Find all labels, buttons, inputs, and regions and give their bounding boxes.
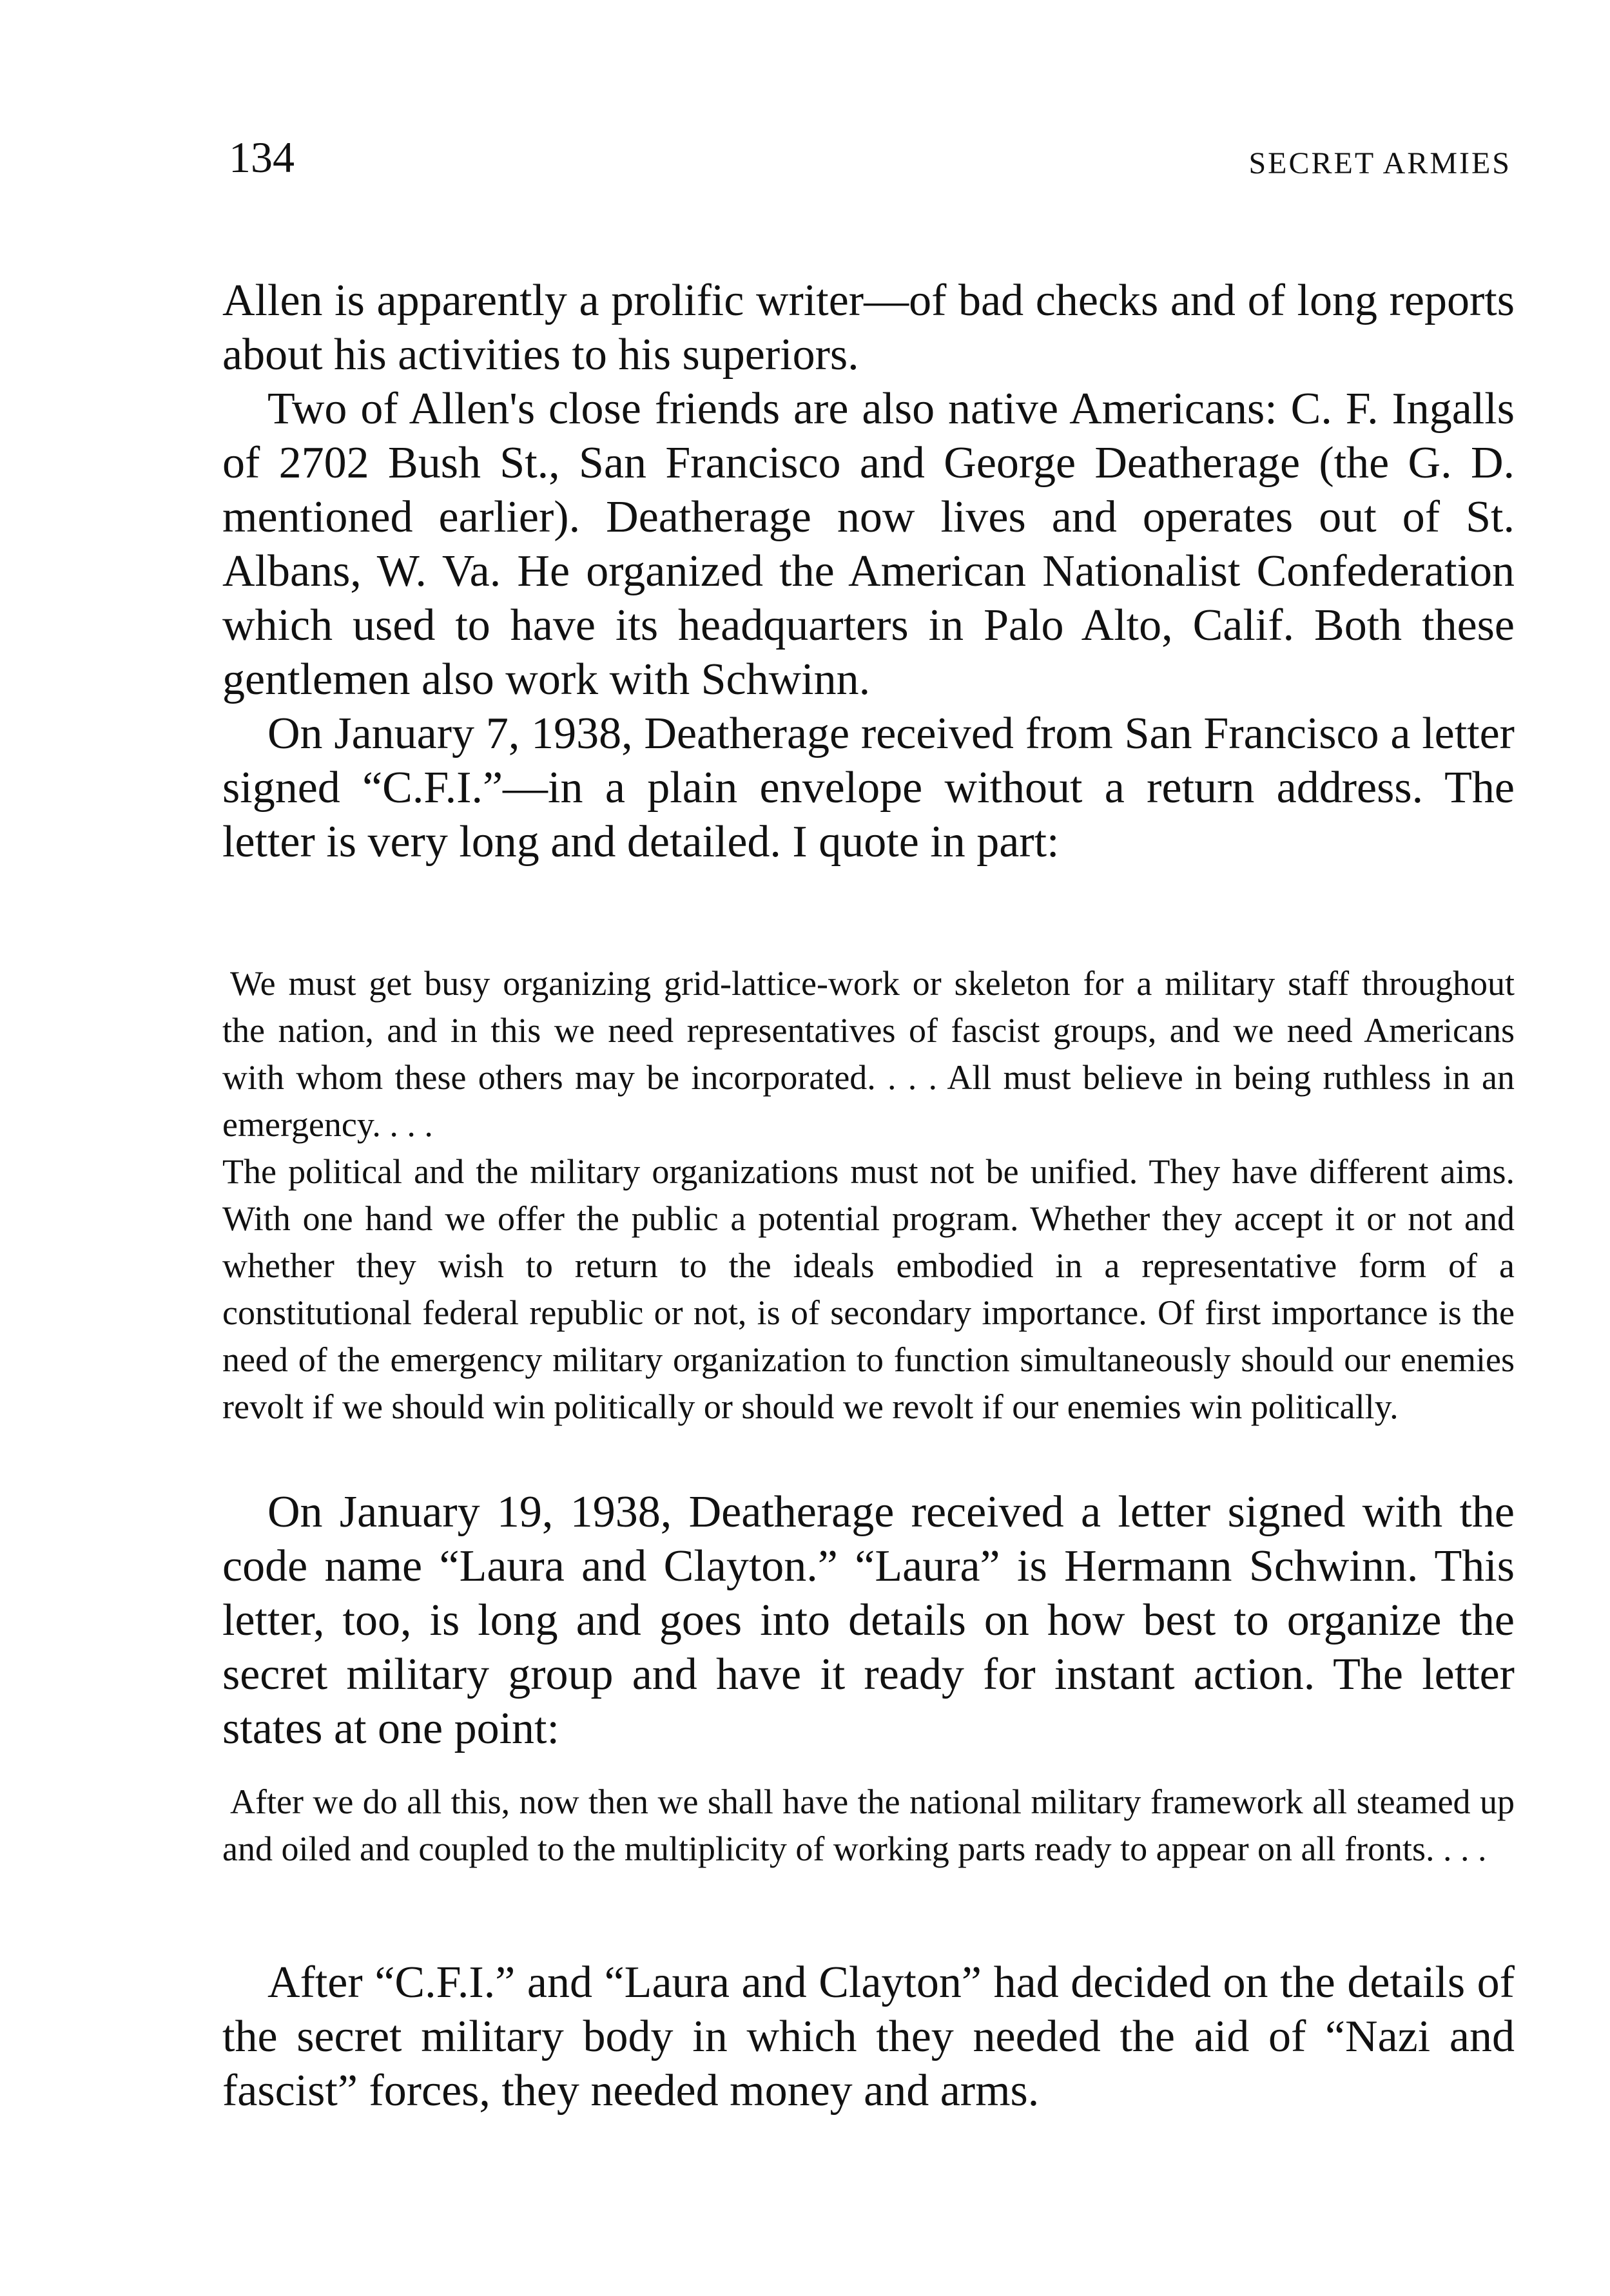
page-header — [229, 135, 1511, 206]
page-number: 134 — [229, 133, 295, 182]
body-section-1 — [222, 274, 1515, 869]
paragraph-money-and-arms: After “C.F.I.” and “Laura and Clayton” had decided on the details of the secret military body in which they needed the aid of “Nazi and fascist” forces, they needed money and arms. — [222, 1958, 1515, 2116]
body-section-3 — [222, 1956, 1515, 2118]
quote-cfi-part-1: We must get busy organizing grid-lattice-work or skeleton for a military staff throughout the nation, and in this we need representatives of fascist groups, and we need Americans with whom these others may be incorporated. . . . All must believe in being ruthless in an emergency. . . . — [222, 964, 1515, 1144]
quote-cfi-part-2: The political and the military organizations must not be unified. They have different aims. With one hand we offer the public a potential program. Whether they accept it or not and whether they wish to return to the ideals embodied in a representative form of a constitutional federal republic or not, is of secondary importance. Of first importance is the need of the emergency military organization to function simultaneously should our enemies revolt if we should win politically or should we revolt if our enemies win politically. — [222, 1152, 1515, 1426]
body-section-2 — [222, 1485, 1515, 1756]
running-head: SECRET ARMIES — [1248, 146, 1511, 180]
paragraph-allen-friends: Two of Allen's close friends are also native Americans: C. F. Ingalls of 2702 Bush St., San Francisco and George Deatherage (the G. D. mentioned earlier). Deatherage now lives and operates out of St. Albans, W. Va. He organized the American Nationalist Confederation which used to have its headquarters in Palo Alto, Calif. Both these gentlemen also work with Schwinn. — [222, 384, 1515, 704]
paragraph-laura-clayton-letter: On January 19, 1938, Deatherage received a letter signed with the code name “Laura and Clayton.” “Laura” is Hermann Schwinn. This letter, too, is long and goes into details on how best to organize the secret military group and have it ready for instant action. The letter states at one point: — [222, 1487, 1515, 1753]
block-quote-laura-clayton — [222, 1779, 1515, 1873]
paragraph-cfi-letter: On January 7, 1938, Deatherage received from San Francisco a letter signed “C.F.I.”—in a plain envelope without a return address. The letter is very long and detailed. I quote in part: — [222, 709, 1515, 867]
block-quote-cfi — [222, 960, 1515, 1431]
paragraph-allen-writer: Allen is apparently a prolific writer—of bad checks and of long reports about his activities to his superiors. — [222, 276, 1515, 380]
quote-laura-clayton: After we do all this, now then we shall have the national military framework all steamed up and oiled and coupled to the multiplicity of working parts ready to appear on all fronts. . . . — [222, 1782, 1515, 1868]
